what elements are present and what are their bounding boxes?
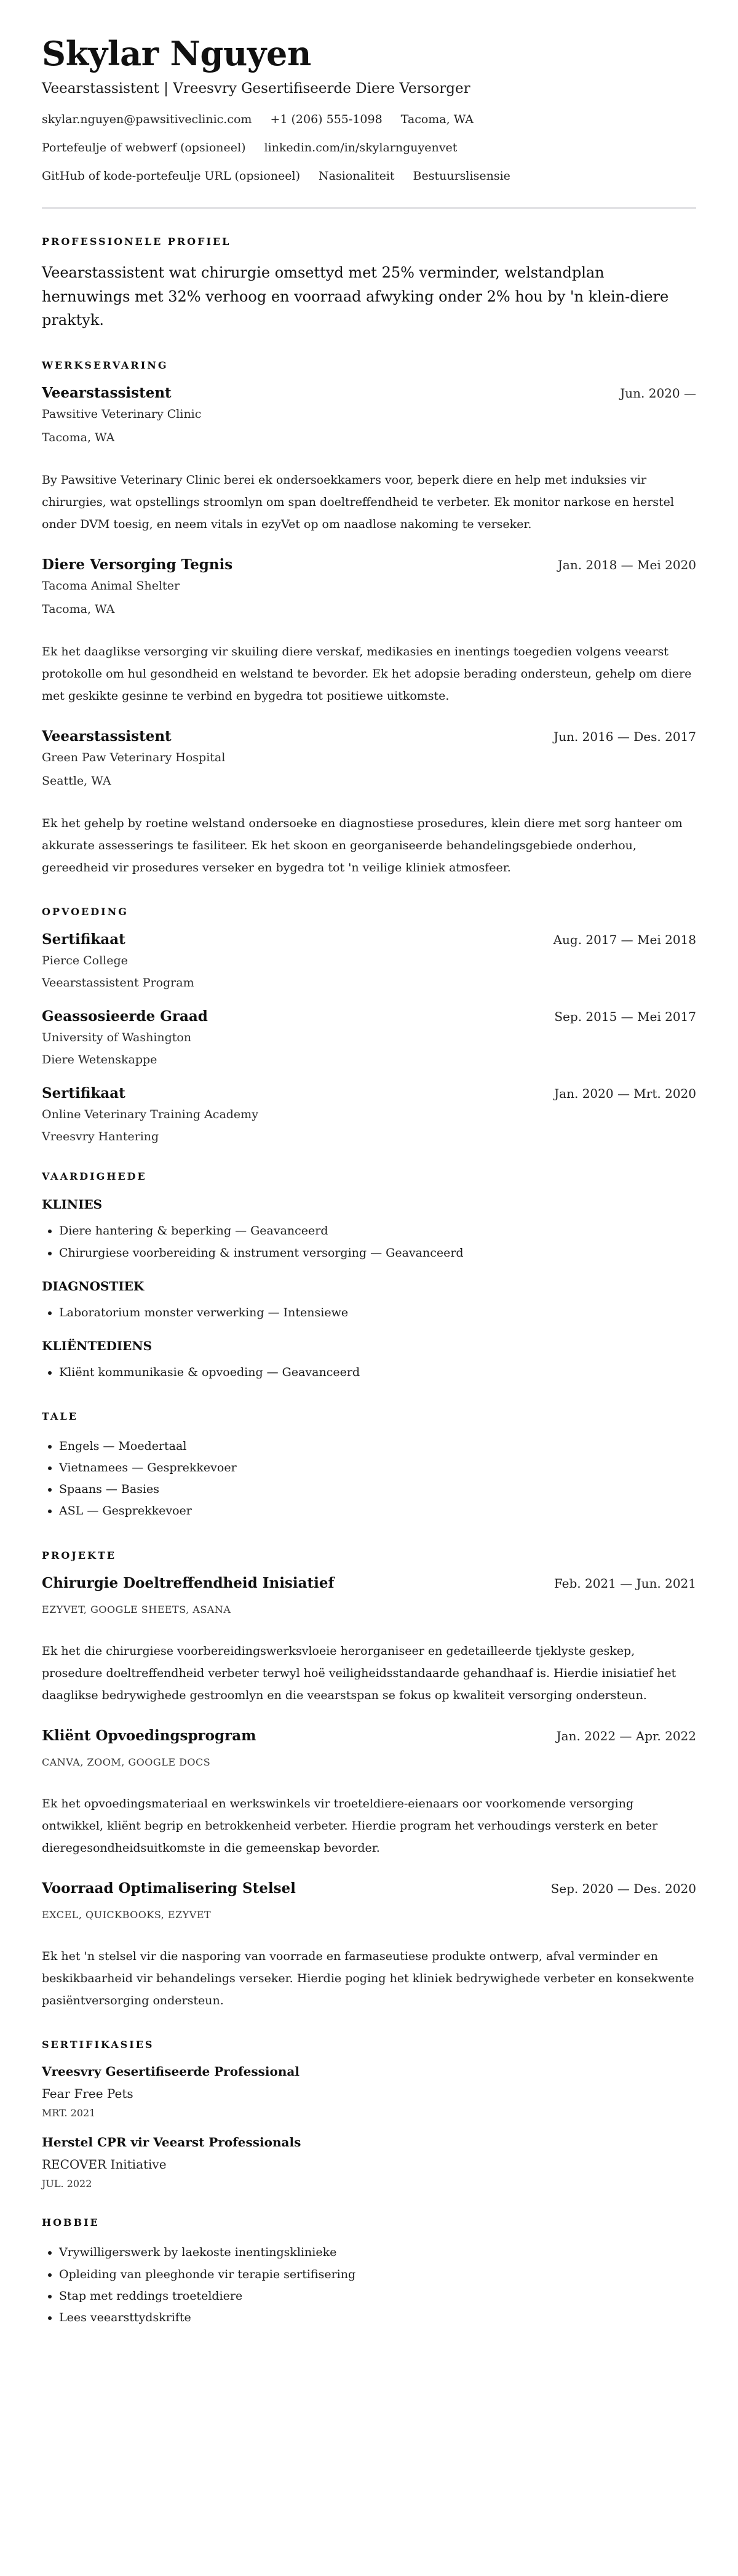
header-divider [42, 207, 696, 209]
contact-row-3 [42, 169, 696, 183]
project-dates: Sep. 2020 — Des. 2020 [550, 1881, 696, 1897]
project-item [42, 1575, 696, 1706]
degree: Sertifikaat [42, 1085, 125, 1102]
company-name: Tacoma Animal Shelter [42, 578, 180, 593]
headline: Veearstassistent | Vreesvry Gesertifiseerde Diere Versorger [42, 81, 470, 97]
hobby-list [42, 2242, 696, 2329]
project-name: Chirurgie Doeltreffendheid Inisiatief [42, 1574, 335, 1591]
github-link[interactable]: GitHub of kode-portefeulje URL (opsioneel) [42, 169, 300, 183]
certification-item [42, 2135, 696, 2190]
job-location: Tacoma, WA [42, 430, 115, 444]
skill-item: • Laboratorium monster verwerking — Intensiewe [59, 1302, 696, 1324]
project-item [42, 1727, 696, 1859]
experience-item [42, 728, 696, 879]
projects-section [42, 1550, 696, 2012]
languages-section [42, 1410, 696, 1522]
nationality: Nasionaliteit [319, 169, 395, 183]
project-description: Ek het die chirurgiese voorbereidingswerksvloeie herorganiseer en gedetailleerde tjeklyste geskep, prosedure doeltreffendheid verbeter terwyl hoë veiligheidsstandaarde gehandhaaf is. Hierdie inisiatief het daaglikse bedrywighede gestroomlyn en die veearstspan se fokus op kwaliteit versorging ondersteun. [42, 1644, 676, 1702]
experience-item [42, 556, 696, 707]
profile-section [42, 236, 696, 332]
job-description: By Pawsitive Veterinary Clinic berei ek ondersoekkamers voor, beperk diere en help met induksies vir chirurgies, wat opstellings stroomlyn om span doeltreffendheid te verbeter. Ek monitor narkose en herstel onder DVM toesig, en neem vitals in ezyVet op om naadlose nakoming te verseker. [42, 473, 674, 531]
section-title-experience: WERKSERVARING [42, 359, 169, 371]
profile-summary: Veearstassistent wat chirurgie omsettyd met 25% verminder, welstandplan hernuwings met 32% verhoog en voorraad afwyking onder 2% hou by 'n klein-diere praktyk. [42, 264, 669, 329]
field-of-study: Veearstassistent Program [42, 976, 194, 990]
project-description: Ek het 'n stelsel vir die nasporing van voorrade en farmaseutiese produkte ontwerp, afval verminder en beskikbaarheid vir behandelings verseker. Hierdie poging het kliniek bedrywighede verbeter en konsekwente pasiëntversorging ondersteun. [42, 1950, 694, 2008]
school-name: Online Veterinary Training Academy [42, 1108, 258, 1122]
email-link[interactable]: skylar.nguyen@pawsitiveclinic.com [42, 113, 252, 127]
education-item [42, 931, 696, 990]
company-name: Pawsitive Veterinary Clinic [42, 407, 202, 421]
certifications-section [42, 2039, 696, 2190]
skill-list [42, 1362, 696, 1383]
hobbies-section [42, 2217, 696, 2329]
project-item [42, 1880, 696, 2012]
skill-category: KLINIES [42, 1197, 103, 1212]
linkedin-link[interactable]: linkedin.com/in/skylarnguyenvet [264, 141, 458, 155]
company-name: Green Paw Veterinary Hospital [42, 751, 226, 765]
field-of-study: Diere Wetenskappe [42, 1053, 157, 1067]
project-dates: Feb. 2021 — Jun. 2021 [554, 1575, 696, 1591]
location: Tacoma, WA [400, 113, 474, 127]
certification-date: JUL. 2022 [42, 2178, 92, 2190]
section-title-languages: TALE [42, 1410, 78, 1422]
project-tech: EXCEL, QUICKBOOKS, EZYVET [42, 1909, 212, 1921]
job-location: Tacoma, WA [42, 602, 115, 616]
education-item [42, 1008, 696, 1066]
skill-item: • Diere hantering & beperking — Geavanceerd [59, 1220, 696, 1242]
project-name: Kliënt Opvoedingsprogram [42, 1727, 256, 1744]
project-description: Ek het opvoedingsmateriaal en werkswinkels vir troeteldiere-eienaars oor voorkomende versorging ontwikkel, kliënt begrip en betrokkenheid verbeter. Hierdie program het verhoudings versterk en beter dieregesondheidsuitkomste in die gemeenskap bevorder. [42, 1796, 658, 1855]
skill-category: DIAGNOSTIEK [42, 1278, 145, 1294]
language-item: • Vietnamees — Gesprekkevoer [59, 1457, 696, 1479]
language-item: • Engels — Moedertaal [59, 1436, 696, 1457]
certification-issuer: Fear Free Pets [42, 2086, 133, 2102]
job-dates: Jan. 2018 — Mei 2020 [557, 557, 696, 572]
degree: Geassosieerde Graad [42, 1008, 208, 1025]
job-dates: Jun. 2016 — Des. 2017 [554, 729, 696, 745]
contact-row-2 [42, 141, 696, 154]
job-description: Ek het gehelp by roetine welstand ondersoeke en diagnostiese prosedures, klein diere met sorg hanteer om akkurate assesserings te fasiliteer. Ek het skoon en georganiseerde behandelingsgebiede onderhou, gereedheid vir prosedures verseker en bygedra tot 'n veilige kliniek atmosfeer. [42, 817, 683, 875]
language-item: • Spaans — Basies [59, 1479, 696, 1500]
skill-category: KLIËNTEDIENS [42, 1338, 153, 1353]
section-title-skills: VAARDIGHEDE [42, 1170, 147, 1183]
certification-issuer: RECOVER Initiative [42, 2157, 167, 2172]
education-dates: Sep. 2015 — Mei 2017 [554, 1009, 696, 1025]
project-tech: CANVA, ZOOM, GOOGLE DOCS [42, 1756, 211, 1768]
certification-name: Vreesvry Gesertifiseerde Professional [42, 2064, 300, 2079]
job-title: Diere Versorging Tegnis [42, 556, 233, 573]
project-tech: EZYVET, GOOGLE SHEETS, ASANA [42, 1603, 231, 1615]
portfolio-link[interactable]: Portefeulje of webwerf (opsioneel) [42, 141, 246, 155]
hobby-item: • Opleiding van pleeghonde vir terapie sertifisering [59, 2264, 696, 2286]
education-section [42, 906, 696, 1143]
hobby-item: • Vrywilligerswerk by laekoste inentingsklinieke [59, 2242, 696, 2263]
job-dates: Jun. 2020 — [620, 385, 696, 401]
field-of-study: Vreesvry Hantering [42, 1130, 159, 1144]
skill-item: • Chirurgiese voorbereiding & instrument versorging — Geavanceerd [59, 1242, 696, 1264]
education-dates: Jan. 2020 — Mrt. 2020 [554, 1086, 696, 1102]
job-title: Veearstassistent [42, 728, 172, 745]
education-dates: Aug. 2017 — Mei 2018 [553, 932, 696, 948]
job-title: Veearstassistent [42, 384, 172, 401]
certification-name: Herstel CPR vir Veearst Professionals [42, 2135, 301, 2150]
certification-date: MRT. 2021 [42, 2107, 96, 2119]
drivers-license: Bestuurslisensie [413, 169, 510, 183]
section-title-projects: PROJEKTE [42, 1549, 117, 1561]
hobby-item: • Stap met reddings troeteldiere [59, 2286, 696, 2307]
degree: Sertifikaat [42, 931, 125, 948]
experience-section [42, 359, 696, 879]
project-dates: Jan. 2022 — Apr. 2022 [556, 1728, 696, 1743]
phone-link[interactable]: +1 (206) 555-1098 [270, 113, 383, 127]
section-title-certifications: SERTIFIKASIES [42, 2039, 154, 2051]
skill-list [42, 1302, 696, 1324]
language-item: • ASL — Gesprekkevoer [59, 1500, 696, 1522]
skills-section [42, 1170, 696, 1383]
skill-item: • Kliënt kommunikasie & opvoeding — Geavanceerd [59, 1362, 696, 1383]
contact-row-1 [42, 113, 696, 126]
resume-header [42, 36, 696, 209]
language-list [42, 1436, 696, 1522]
experience-item [42, 385, 696, 535]
skill-list [42, 1220, 696, 1263]
section-title-education: OPVOEDING [42, 906, 129, 918]
school-name: Pierce College [42, 954, 128, 968]
education-item [42, 1085, 696, 1143]
school-name: University of Washington [42, 1031, 192, 1045]
hobby-item: • Lees veearsttydskrifte [59, 2307, 696, 2329]
candidate-name: Skylar Nguyen [42, 34, 312, 73]
job-location: Seattle, WA [42, 774, 111, 788]
section-title-hobbies: HOBBIE [42, 2217, 100, 2229]
job-description: Ek het daaglikse versorging vir skuiling diere verskaf, medikasies en inentings toegedien volgens veearst protokolle om hul gesondheid en welstand te bevorder. Ek het adopsie berading ondersteun, gehelp om diere met geskikte gesinne te verbind en bygedra tot positiewe uitkomste. [42, 644, 692, 703]
section-title-profile: PROFESSIONELE PROFIEL [42, 236, 231, 248]
project-name: Voorraad Optimalisering Stelsel [42, 1880, 296, 1897]
certification-item [42, 2064, 696, 2119]
